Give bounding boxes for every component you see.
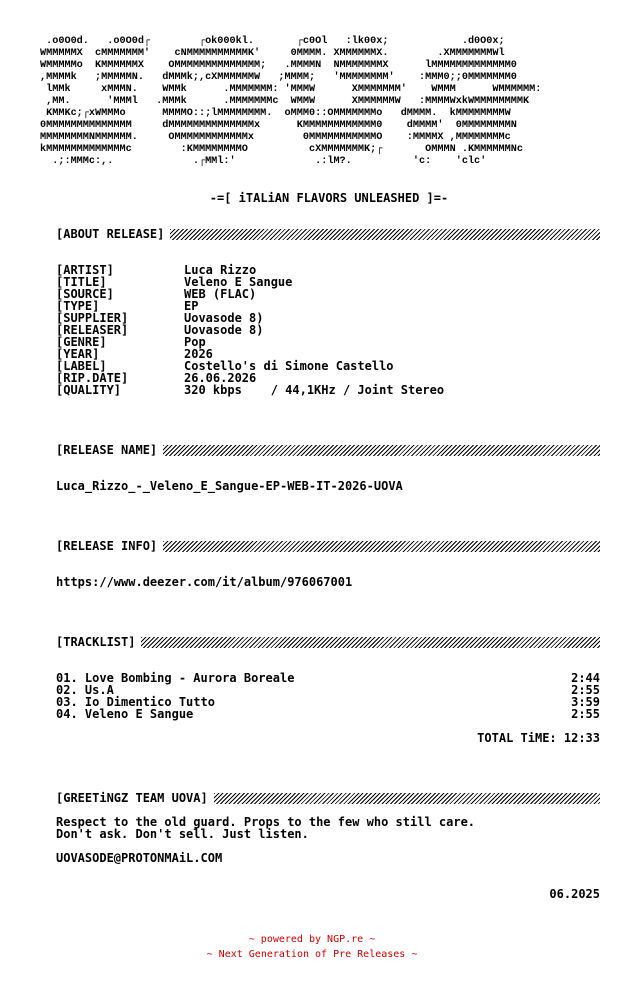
about-row bbox=[56, 384, 444, 396]
about-key: [LABEL] bbox=[56, 359, 107, 373]
contact-email[interactable]: UOVASODE@PROTONMAiL.COM bbox=[56, 851, 223, 865]
track-duration: 2:44 bbox=[571, 671, 600, 685]
about-value: EP bbox=[184, 299, 199, 313]
about-key: [RIP.DATE] bbox=[56, 371, 129, 385]
section-title-release-name: [RELEASE NAME] bbox=[56, 443, 158, 457]
footer-powered-suffix: ~ bbox=[363, 934, 376, 945]
about-key: [RELEASER] bbox=[56, 323, 129, 337]
track-row bbox=[56, 708, 600, 720]
footer-tagline: ~ Next Generation of Pre Releases ~ bbox=[206, 949, 418, 960]
section-header-release-info bbox=[56, 540, 600, 552]
hatch-divider bbox=[141, 637, 600, 648]
hatch-divider bbox=[163, 541, 600, 552]
ngp-link[interactable]: NGP.re bbox=[327, 934, 364, 945]
footer-powered-prefix: ~ powered by bbox=[248, 934, 328, 945]
release-name-text: Luca_Rizzo_-_Veleno_E_Sangue-EP-WEB-IT-2026-UOVA bbox=[56, 479, 403, 493]
date-stamp: 06.2025 bbox=[549, 887, 600, 901]
section-title-release-info: [RELEASE INFO] bbox=[56, 539, 158, 553]
hatch-divider bbox=[170, 229, 600, 240]
about-row bbox=[56, 336, 444, 348]
footer-powered-line bbox=[0, 932, 624, 947]
about-key: [TYPE] bbox=[56, 299, 100, 313]
track-title: 03. Io Dimentico Tutto bbox=[56, 695, 215, 709]
track-duration: 2:55 bbox=[571, 707, 600, 721]
section-title-tracklist: [TRACKLIST] bbox=[56, 635, 136, 649]
about-value: Uovasode 8) bbox=[184, 311, 264, 325]
about-row bbox=[56, 288, 444, 300]
about-value: 26.06.2026 bbox=[184, 371, 257, 385]
section-title-about: [ABOUT RELEASE] bbox=[56, 227, 165, 241]
about-key: [SOURCE] bbox=[56, 287, 114, 301]
section-header-release-name bbox=[56, 444, 600, 456]
section-header-tracklist bbox=[56, 636, 600, 648]
track-title: 01. Love Bombing - Aurora Boreale bbox=[56, 671, 295, 685]
about-key: [YEAR] bbox=[56, 347, 100, 361]
about-value: WEB (FLAC) bbox=[184, 287, 257, 301]
section-title-greetings: [GREETiNGZ TEAM UOVA] bbox=[56, 791, 208, 805]
about-key: [ARTIST] bbox=[56, 263, 114, 277]
section-header-about bbox=[56, 228, 600, 240]
about-value: Veleno E Sangue bbox=[184, 275, 293, 289]
track-row bbox=[56, 672, 600, 684]
total-time: TOTAL TiME: 12:33 bbox=[477, 731, 600, 745]
track-title: 02. Us.A bbox=[56, 683, 114, 697]
about-value: Pop bbox=[184, 335, 206, 349]
about-key: [GENRE] bbox=[56, 335, 107, 349]
about-value: Uovasode 8) bbox=[184, 323, 264, 337]
ascii-art-logo: .o0O0d. .o0O0d┌ ┌ok000kl. ┌c0Ol :lk00x; .d0O0x; WMMMMMX cMMMMMMM' cNMMMMMMMMMMK' 0MMMM. XMMMMMMX. .XMMMMMMMWl WMMMMMo KMMMMMMX OMMMMMMMMMMMMMM; .MMMMN NMMMMMMMX lMMMMMMMMMMMMM0 ,MMMMk ;MMMMMN. dMMMk;,cXMMMMMMW ;MMMM; 'MMMMMMMM' :MMM0;;0MMMMMMM0 lMMk xMMMN. WMMk .MMMMMMM: 'MMMW XMMMMMMM' WMMM WMMMMMM: ,MM. 'MMMl .MMMk .MMMMMMMc WMMW XMMMMMMW :MMMMWxkWMMMMMMMMK KMMKc;┌xWMMMo MMMMO::;lMMMMMMMM. oMMM0::OMMMMMMMo dMMMM. kMMMMMMMMW 0MMMMMMMMMMMMMM dMMMMMMMMMMMMMMx KMMMMMMMMMMMM0 dMMMM' 0MMMMMMMMN MMMMMMMMNMMMMMM. OMMMMMMMMMMMMx 0MMMMMMMMMMMO :MMMMX ,MMMMMMMMc kMMMMMMMMMMMMMc :KMMMMMMMMO cXMMMMMMMK;┌ OMMMN .KMMMMMMNc .;:MMMc:,. .┌MMl:' .:lM?. 'c: 'clc' bbox=[40, 36, 542, 167]
about-row bbox=[56, 324, 444, 336]
about-value: 320 kbps / 44,1KHz / Joint Stereo bbox=[184, 383, 445, 397]
hatch-divider bbox=[163, 445, 600, 456]
about-value: Luca Rizzo bbox=[184, 263, 257, 277]
track-duration: 3:59 bbox=[571, 695, 600, 709]
footer bbox=[0, 932, 624, 962]
hatch-divider bbox=[214, 793, 600, 804]
tagline: -=[ iTALiAN FLAVORS UNLEASHED ]=- bbox=[209, 191, 449, 205]
release-info-url[interactable]: https://www.deezer.com/it/album/976067001 bbox=[56, 575, 353, 589]
about-value: 2026 bbox=[184, 347, 213, 361]
about-release-list bbox=[56, 264, 444, 396]
about-value: Costello's di Simone Castello bbox=[184, 359, 394, 373]
section-header-greetings bbox=[56, 792, 600, 804]
about-key: [SUPPLIER] bbox=[56, 311, 129, 325]
about-key: [QUALITY] bbox=[56, 383, 122, 397]
track-title: 04. Veleno E Sangue bbox=[56, 707, 194, 721]
greetings-line: Don't ask. Don't sell. Just listen. bbox=[56, 827, 309, 841]
tracklist bbox=[56, 672, 600, 720]
about-key: [TITLE] bbox=[56, 275, 107, 289]
track-duration: 2:55 bbox=[571, 683, 600, 697]
greetings-text bbox=[56, 816, 475, 840]
greetings-line: Respect to the old guard. Props to the few who still care. bbox=[56, 815, 476, 829]
